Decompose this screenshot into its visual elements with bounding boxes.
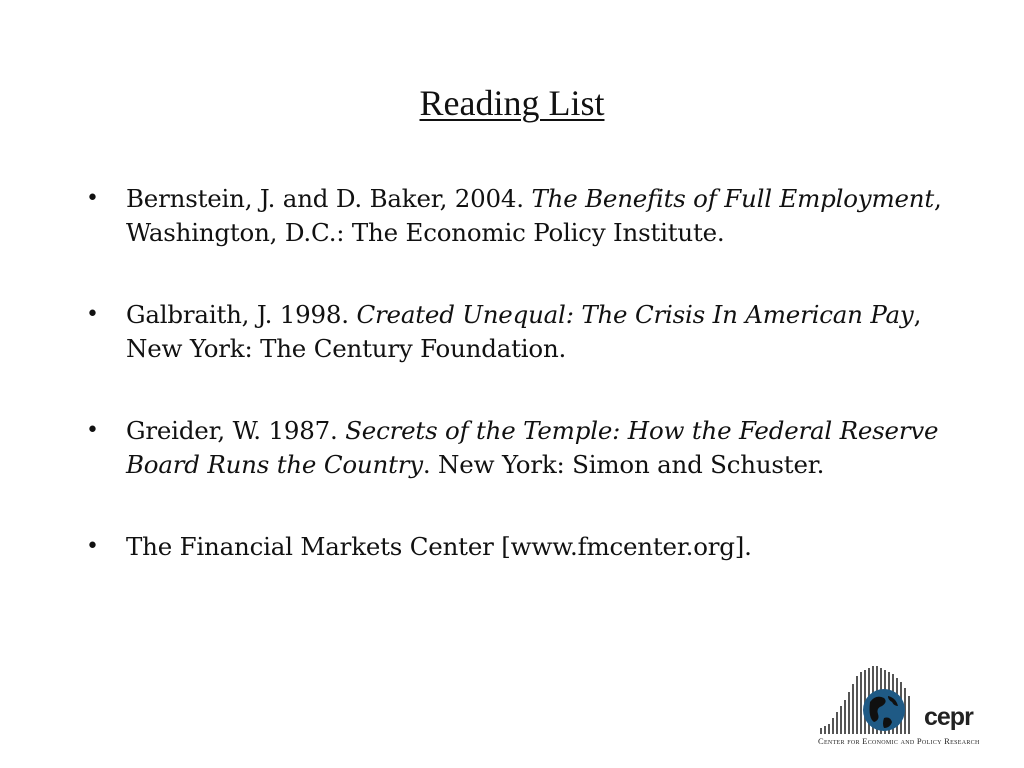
bullet-icon: • [86, 302, 99, 327]
reference-text [126, 300, 921, 363]
reference-text [126, 532, 752, 561]
reference-author-year: Galbraith, J. 1998. [126, 300, 357, 329]
bullet-icon: • [86, 186, 99, 211]
reference-item-fmcenter [86, 530, 966, 564]
reference-title: Secrets of the Temple: How the Federal Reserve Board Runs the Country [126, 416, 939, 479]
reference-item-greider [86, 414, 966, 482]
reference-text [126, 416, 938, 479]
bullet-icon: • [86, 534, 99, 559]
cepr-logo [818, 662, 988, 752]
reference-item-bernstein [86, 182, 966, 250]
reference-author-year: The Financial Markets Center [www.fmcenter.org]. [126, 532, 752, 561]
reference-author-year: Greider, W. 1987. [126, 416, 346, 445]
reference-publisher: , Washington, D.C.: The Economic Policy Institute. [126, 184, 942, 247]
logo-tagline: Center for Economic and Policy Research [818, 736, 980, 746]
reference-author-year: Bernstein, J. and D. Baker, 2004. [126, 184, 532, 213]
reference-title: The Benefits of Full Employment [531, 184, 935, 213]
bar-globe-icon [818, 662, 918, 736]
reference-text [126, 184, 942, 247]
logo-wordmark: cepr [924, 703, 973, 731]
slide-title: Reading List [419, 83, 605, 123]
reference-publisher: , New York: The Century Foundation. [126, 300, 922, 363]
reference-title: Created Unequal: The Crisis In American Pay [356, 300, 914, 329]
reference-publisher: . New York: Simon and Schuster. [422, 450, 825, 479]
reading-list [86, 182, 966, 612]
reference-item-galbraith [86, 298, 966, 366]
bullet-icon: • [86, 418, 99, 443]
